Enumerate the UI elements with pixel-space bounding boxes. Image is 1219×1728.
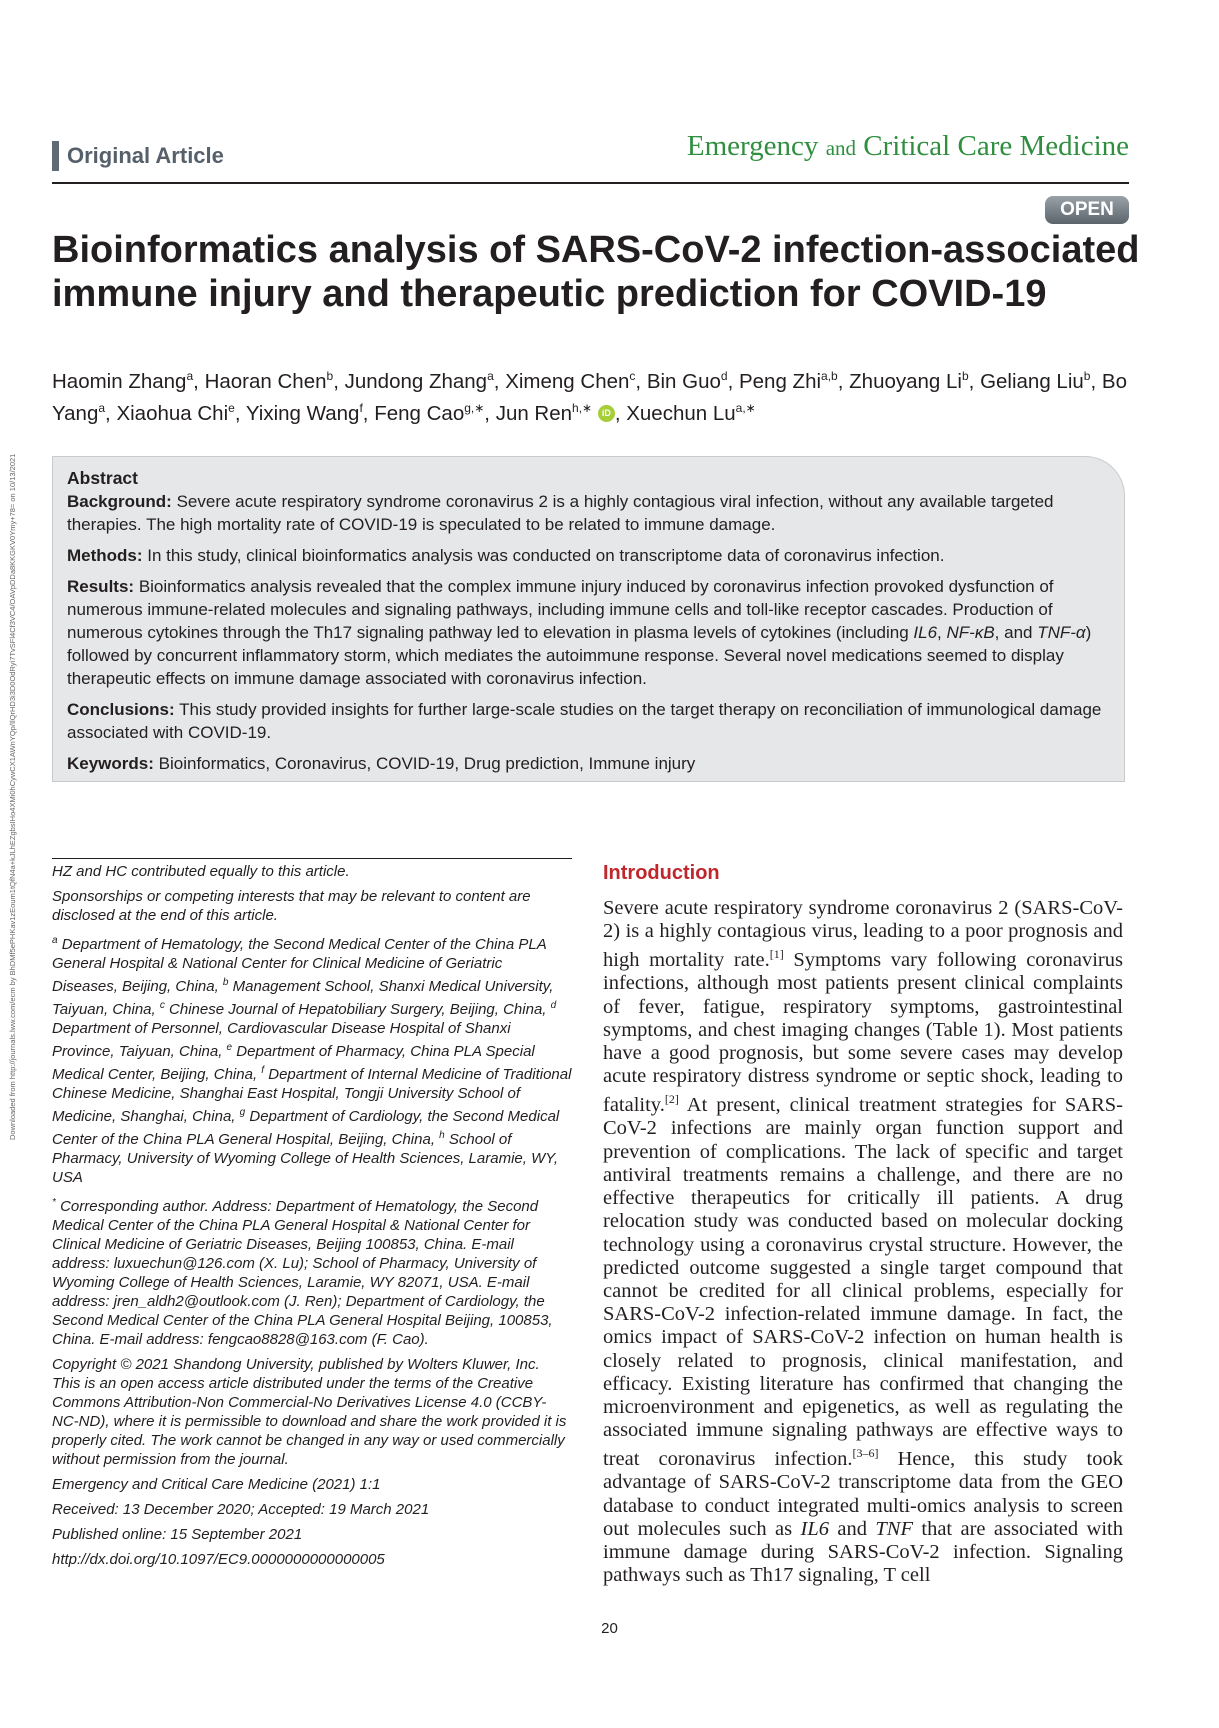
- journal-name: [687, 130, 1129, 163]
- footnote-copyright: Copyright © 2021 Shandong University, published by Wolters Kluwer, Inc. This is an open access article distributed under the terms of the Creative Commons Attribution-Non Commercial-No Derivatives License 4.0 (CCBY-NC-ND), where it is permissible to download and share the work provided it is properly cited. The work cannot be changed in any way or used commercially without permission from the journal.: [52, 1356, 567, 1468]
- header-rule: [52, 182, 1129, 184]
- author: Haomin Zhang$^a$: [52, 369, 194, 393]
- open-access-badge: OPEN: [1045, 196, 1129, 224]
- author: Haoran Chen$^b$: [204, 369, 334, 393]
- author-list: Haomin Zhang$^a$, Haoran Chen$^b$, Jundong Zhang$^a$, Ximeng Chen$^c$, Bin Guo$^d$, Peng Zhi$^{a,b}$, Zhuoyang Li$^b$, Geliang Liu$^b$, Bo Yang$^a$, Xiaohua Chi$^e$, Yixing Wang$^f$, Feng Cao$^{g,∗}$, Jun Ren$^{h,∗}$ iD , Xuechun $Lu^{a,∗}$: [52, 369, 1127, 425]
- footnote-equal-contribution: HZ and HC contributed equally to this article.: [52, 863, 350, 880]
- author: Ximeng Chen$^c$: [505, 369, 636, 393]
- footnote-citation: Emergency and Critical Care Medicine (2021) 1:1: [52, 1476, 381, 1493]
- author: Bo Yang$^a$: [52, 369, 1127, 425]
- author: Xuechun $Lu^{a,∗}$: [626, 400, 756, 425]
- article-title: Bioinformatics analysis of SARS-CoV-2 infection-associated immune injury and therapeutic prediction for COVID-19: [52, 229, 1140, 315]
- author: Peng Zhi$^{a,b}$: [738, 369, 838, 393]
- journal-name-part2: Critical Care Medicine: [863, 130, 1129, 162]
- abstract-results: Results: Bioinformatics analysis revealed that the complex immune injury induced by coronavirus infection provoked dysfunction of numerous immune-related molecules and signaling pathways, including immune cells and toll-like receptor cascades. Production of numerous cytokines through the Th17 signaling pathway led to elevation in plasma levels of cytokines (including IL6, NF-κB, and TNF-α) followed by concurrent inflammatory storm, which mediates the autoimmune response. Several novel medications seemed to display therapeutic effects on immune damage associated with coronavirus infection.: [67, 577, 1092, 688]
- author: Zhuoyang Li$^b$: [849, 369, 969, 393]
- author: Geliang Liu$^b$: [980, 369, 1091, 393]
- author: Feng Cao$^{g,∗}$: [374, 400, 485, 425]
- download-watermark: Downloaded from http://journals.lww.com/ecm by BhDMf5ePHKav1zEoum1tQfN4a+kJLhEZgbsIHo4XMi0hCywCX1AWnYQp/IlQrHD3i3D0OdRyi7TvSFl4Cf3VC4/OAVpDDa8KKGKV0Ymy+78= on 10/13/2021: [8, 453, 17, 1140]
- footnote-affiliations: $^a$ Department of Hematology, the Second Medical Center of the China PLA General Hospital & National Center for Clinical Medicine of Geriatric Diseases, Beijing, China, $^b$ Management School, Shanxi Medical University, Taiyuan, China, $^c$ Chinese Journal of Hepatobiliary Surgery, Beijing, China, $^d$ Department of Personnel, Cardiovascular Disease Hospital of Shanxi Province, Taiyuan, China, $^e$ Department of Pharmacy, China PLA Special Medical Center, Beijing, China, $^f$ Department of Internal Medicine of Traditional Chinese Medicine, Shanghai East Hospital, Tongji University School of Medicine, Shanghai, China, $^g$ Department of Cardiology, the Second Medical Center of the China PLA General Hospital, Beijing, China, $^h$ School of Pharmacy, University of Wyoming College of Health Sciences, Laramie, WY, USA: [52, 935, 572, 1186]
- author: Jundong Zhang$^a$: [344, 369, 494, 393]
- footnote-rule: [52, 858, 572, 859]
- introduction-heading: Introduction: [603, 862, 720, 884]
- citation-link[interactable]: [3–6]: [852, 1446, 879, 1461]
- section-bar: [52, 141, 59, 171]
- abstract-heading: Abstract: [67, 468, 138, 488]
- orcid-icon[interactable]: iD: [598, 405, 615, 422]
- introduction-body: Severe acute respiratory syndrome coronavirus 2 (SARS-CoV-2) is a highly contagious virus, leading to a poor prognosis and high mortality rate.[1] Symptoms vary following coronavirus infections, although most patients present clinical complaints of fever, fatigue, respiratory symptoms, gastrointestinal symptoms, and chest imaging changes (Table 1). Most patients have a good prognosis, but some severe cases may develop acute respiratory distress syndrome or septic shock, leading to fatality.[2] At present, clinical treatment strategies for SARS-CoV-2 infections are mainly organ function support and prevention of complications. The lack of specific and target antiviral treatments remains a challenge, and there are no effective therapeutics for critically ill patients. A drug relocation study was conducted based on molecular docking technology using a coronavirus crystal structure. However, the predicted outcome suggested a single target compound that cannot be credited for all clinical problems, especially for SARS-CoV-2 infection-related immune damage. In fact, the omics impact of SARS-CoV-2 infection on human health is closely related to prognosis, clinical manifestation, and efficacy. Existing literature has confirmed that changing the microenvironment and epigenetics, as well as regulating the associated immune signaling pathways are effective ways to treat coronavirus infection.[3–6] Hence, this study took advantage of SARS-CoV-2 transcriptome data from the GEO database to conduct integrated multi-omics analysis to screen out molecules such as IL6 and TNF that are associated with immune damage during SARS-CoV-2 infection. Signaling pathways such as Th17 signaling, T cell: [603, 897, 1123, 1587]
- page-number: 20: [601, 1620, 618, 1637]
- section-label: [52, 140, 224, 172]
- citation-link[interactable]: [2]: [664, 1092, 679, 1107]
- abstract-box: [52, 456, 1125, 782]
- footnote-sponsorships: Sponsorships or competing interests that may be relevant to content are disclosed at the end of this article.: [52, 888, 531, 924]
- footnote-received: Received: 13 December 2020; Accepted: 19 March 2021: [52, 1501, 430, 1518]
- footnote-corresponding: * Corresponding author. Address: Department of Hematology, the Second Medical Center of the China PLA General Hospital & National Center for Clinical Medicine of Geriatric Diseases, Beijing 100853, China. E-mail address: luxuechun@126.com (X. Lu); School of Pharmacy, University of Wyoming College of Health Sciences, Laramie, WY 82071, USA. E-mail address: jren_aldh2@outlook.com (J. Ren); Department of Cardiology, the Second Medical Center of the China PLA General Hospital Beijing, 100853, China. E-mail address: fengcao8828@163.com (F. Cao).: [52, 1197, 553, 1348]
- author: Jun Ren$^{h,∗}$: [495, 400, 593, 425]
- journal-name-and: and: [825, 136, 857, 160]
- abstract-methods: Methods: In this study, clinical bioinformatics analysis was conducted on transcriptome data of coronavirus infection.: [67, 546, 945, 565]
- section-label-text: Original Article: [67, 143, 224, 168]
- abstract-conclusions: Conclusions: This study provided insights for further large-scale studies on the target therapy on reconciliation of immunological damage associated with COVID-19.: [67, 700, 1102, 742]
- footnote-doi[interactable]: http://dx.doi.org/10.1097/EC9.0000000000000005: [52, 1551, 385, 1568]
- author: Yixing Wang$^f$: [245, 400, 363, 425]
- footnote-published: Published online: 15 September 2021: [52, 1526, 303, 1543]
- abstract-keywords: Keywords: Bioinformatics, Coronavirus, COVID-19, Drug prediction, Immune injury: [67, 754, 696, 773]
- footnotes: [52, 862, 572, 1575]
- author: Xiaohua Chi$^e$: [116, 400, 235, 425]
- author: Bin Guo$^d$: [646, 369, 728, 393]
- journal-name-part1: Emergency: [686, 130, 819, 162]
- citation-link[interactable]: [1]: [769, 947, 784, 962]
- abstract-background: Background: Severe acute respiratory syndrome coronavirus 2 is a highly contagious viral infection, without any available targeted therapies. The high mortality rate of COVID-19 is speculated to be related to immune damage.: [67, 492, 1054, 534]
